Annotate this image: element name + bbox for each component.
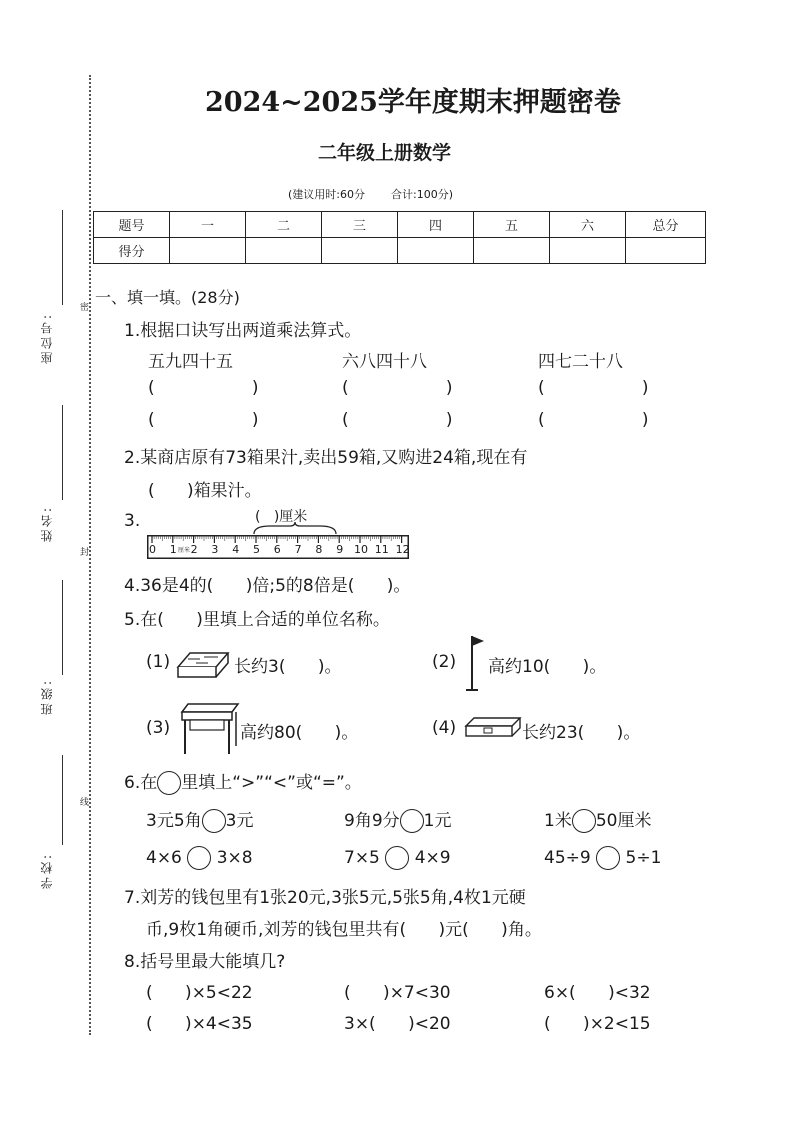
seal-char-feng: 封 xyxy=(80,548,90,558)
q6-answer-circle[interactable] xyxy=(572,809,596,833)
q1-answer-blank[interactable]: ( ) xyxy=(538,378,649,398)
score-input-cell[interactable] xyxy=(626,238,706,264)
q6-circle-sample xyxy=(157,771,181,795)
q5-item-4-text[interactable]: 长约23( )。 xyxy=(522,723,641,743)
ruler-tick-label: 6 xyxy=(273,543,281,556)
desk-icon xyxy=(178,700,242,758)
q3-number: 3. xyxy=(124,511,141,531)
q6-right: 1元 xyxy=(423,811,452,831)
q8-blank[interactable]: ( )×5<22 xyxy=(146,983,253,1003)
score-table xyxy=(93,211,706,264)
q1-answer-blank[interactable]: ( ) xyxy=(342,378,453,398)
q6-left: 7×5 xyxy=(344,848,380,868)
q3-ruler xyxy=(147,535,409,559)
q8-blank[interactable]: 6×( )<32 xyxy=(544,983,651,1003)
table-cell: 六 xyxy=(550,212,626,238)
q5-item-1-number: (1) xyxy=(146,652,171,672)
section-1-heading: 一、填一填。(28分) xyxy=(95,288,240,307)
ruler-tick-label: 3 xyxy=(211,543,219,556)
class-label: 班级: xyxy=(40,678,54,716)
score-input-cell[interactable] xyxy=(474,238,550,264)
time-info xyxy=(288,186,479,202)
q7-line-2[interactable]: 币,9枚1角硬币,刘芳的钱包里共有( )元( )角。 xyxy=(146,920,542,940)
q8-blank[interactable]: ( )×2<15 xyxy=(544,1014,651,1034)
score-input-cell[interactable] xyxy=(322,238,398,264)
name-blank-line[interactable] xyxy=(62,405,63,500)
seal-char-mi: 密 xyxy=(80,303,90,313)
score-input-cell[interactable] xyxy=(550,238,626,264)
q6-compare-2 xyxy=(344,806,451,833)
q6-right: 3元 xyxy=(225,811,254,831)
q6-text-part-1: 6.在 xyxy=(124,773,158,793)
q6-compare-6 xyxy=(544,846,661,870)
q1-rhyme-2: 六八四十八 xyxy=(342,352,427,372)
q6-left: 1米 xyxy=(544,811,572,831)
score-input-cell[interactable] xyxy=(398,238,474,264)
q6-text xyxy=(124,768,362,795)
ruler-tick-label: 11 xyxy=(374,543,389,556)
total-score: 合计:100分) xyxy=(391,188,453,201)
score-table-header-row xyxy=(94,212,706,238)
q5-item-2-text[interactable]: 高约10( )。 xyxy=(488,657,607,677)
table-cell: 题号 xyxy=(94,212,170,238)
q6-left: 4×6 xyxy=(146,848,182,868)
seat-label: 座位号: xyxy=(40,312,54,365)
q8-text: 8.括号里最大能填几? xyxy=(124,952,286,972)
q8-blank[interactable]: 3×( )<20 xyxy=(344,1014,451,1034)
q6-compare-4 xyxy=(146,846,253,870)
ruler-tick-label: 8 xyxy=(315,543,323,556)
ruler-tick-label: 10 xyxy=(354,543,368,556)
school-label: 学校: xyxy=(40,852,54,890)
q1-rhyme-3: 四七二十八 xyxy=(538,352,623,372)
flagpole-icon xyxy=(462,632,490,694)
school-blank-line[interactable] xyxy=(62,755,63,845)
ruler-tick-label: 9 xyxy=(336,543,344,556)
table-cell: 五 xyxy=(474,212,550,238)
seal-char-xian: 线 xyxy=(80,798,90,808)
q6-right: 4×9 xyxy=(414,848,451,868)
ruler-tick-label: 1 xyxy=(169,543,177,556)
class-blank-line[interactable] xyxy=(62,580,63,675)
q6-answer-circle[interactable] xyxy=(385,846,409,870)
score-table-score-row xyxy=(94,238,706,264)
name-label: 姓名: xyxy=(40,505,54,543)
table-cell: 得分 xyxy=(94,238,170,264)
q6-compare-5 xyxy=(344,846,451,870)
q8-blank[interactable]: ( )×4<35 xyxy=(146,1014,253,1034)
q6-right: 3×8 xyxy=(216,848,253,868)
ruler-tick-label: 5 xyxy=(253,543,260,556)
table-cell: 四 xyxy=(398,212,474,238)
table-cell: 二 xyxy=(246,212,322,238)
ruler-unit-mark: 厘米 xyxy=(178,547,191,554)
q1-answer-blank[interactable]: ( ) xyxy=(148,410,259,430)
q1-answer-blank[interactable]: ( ) xyxy=(342,410,453,430)
ruler-tick-label: 7 xyxy=(294,543,302,556)
binding-dotted-line xyxy=(89,75,91,1035)
eraser-icon xyxy=(174,645,234,683)
ruler-tick-label: 0 xyxy=(149,543,156,556)
q8-blank[interactable]: ( )×7<30 xyxy=(344,983,451,1003)
q2-line-1: 2.某商店原有73箱果汁,卖出59箱,又购进24箱,现在有 xyxy=(124,448,528,468)
q6-left: 45÷9 xyxy=(544,848,591,868)
q6-answer-circle[interactable] xyxy=(596,846,620,870)
q1-answer-blank[interactable]: ( ) xyxy=(148,378,259,398)
table-cell: 总分 xyxy=(626,212,706,238)
q6-right: 50厘米 xyxy=(595,811,652,831)
q6-compare-3 xyxy=(544,806,651,833)
q6-text-part-2: 里填上“>”“<”或“=”。 xyxy=(181,773,362,793)
score-input-cell[interactable] xyxy=(246,238,322,264)
q2-line-2[interactable]: ( )箱果汁。 xyxy=(148,481,262,501)
q6-right: 5÷1 xyxy=(625,848,662,868)
ruler-tick-label: 12 xyxy=(395,543,410,556)
q1-answer-blank[interactable]: ( ) xyxy=(538,410,649,430)
seat-blank-line[interactable] xyxy=(62,210,63,305)
q5-item-2-number: (2) xyxy=(432,652,457,672)
q1-text: 1.根据口诀写出两道乘法算式。 xyxy=(124,321,362,341)
q6-answer-circle[interactable] xyxy=(400,809,424,833)
q6-answer-circle[interactable] xyxy=(202,809,226,833)
q5-item-3-text[interactable]: 高约80( )。 xyxy=(240,723,359,743)
q4-text[interactable]: 4.36是4的( )倍;5的8倍是( )。 xyxy=(124,576,411,596)
table-cell: 三 xyxy=(322,212,398,238)
q6-left: 9角9分 xyxy=(344,811,400,831)
ruler-tick-label: 4 xyxy=(232,543,240,556)
q6-answer-circle[interactable] xyxy=(187,846,211,870)
q6-left: 3元5角 xyxy=(146,811,202,831)
exam-title: 2024~2025学年度期末押题密卷 xyxy=(205,87,621,118)
q1-rhyme-1: 五九四十五 xyxy=(148,352,233,372)
q6-compare-1 xyxy=(146,806,253,833)
q5-text: 5.在( )里填上合适的单位名称。 xyxy=(124,610,390,630)
q5-item-3-number: (3) xyxy=(146,718,171,738)
score-input-cell[interactable] xyxy=(170,238,246,264)
q5-item-1-text[interactable]: 长约3( )。 xyxy=(234,657,342,677)
q5-item-4-number: (4) xyxy=(432,718,457,738)
exam-subtitle: 二年级上册数学 xyxy=(318,142,452,164)
table-cell: 一 xyxy=(170,212,246,238)
suggested-time: (建议用时:60分 xyxy=(288,188,365,201)
q3-brace xyxy=(250,522,340,536)
ruler-tick-label: 2 xyxy=(190,543,198,556)
pencil-case-icon xyxy=(464,712,522,740)
q7-line-1: 7.刘芳的钱包里有1张20元,3张5元,5张5角,4枚1元硬 xyxy=(124,888,526,908)
q3-cm-blank[interactable]: ( )厘米 xyxy=(255,509,308,525)
